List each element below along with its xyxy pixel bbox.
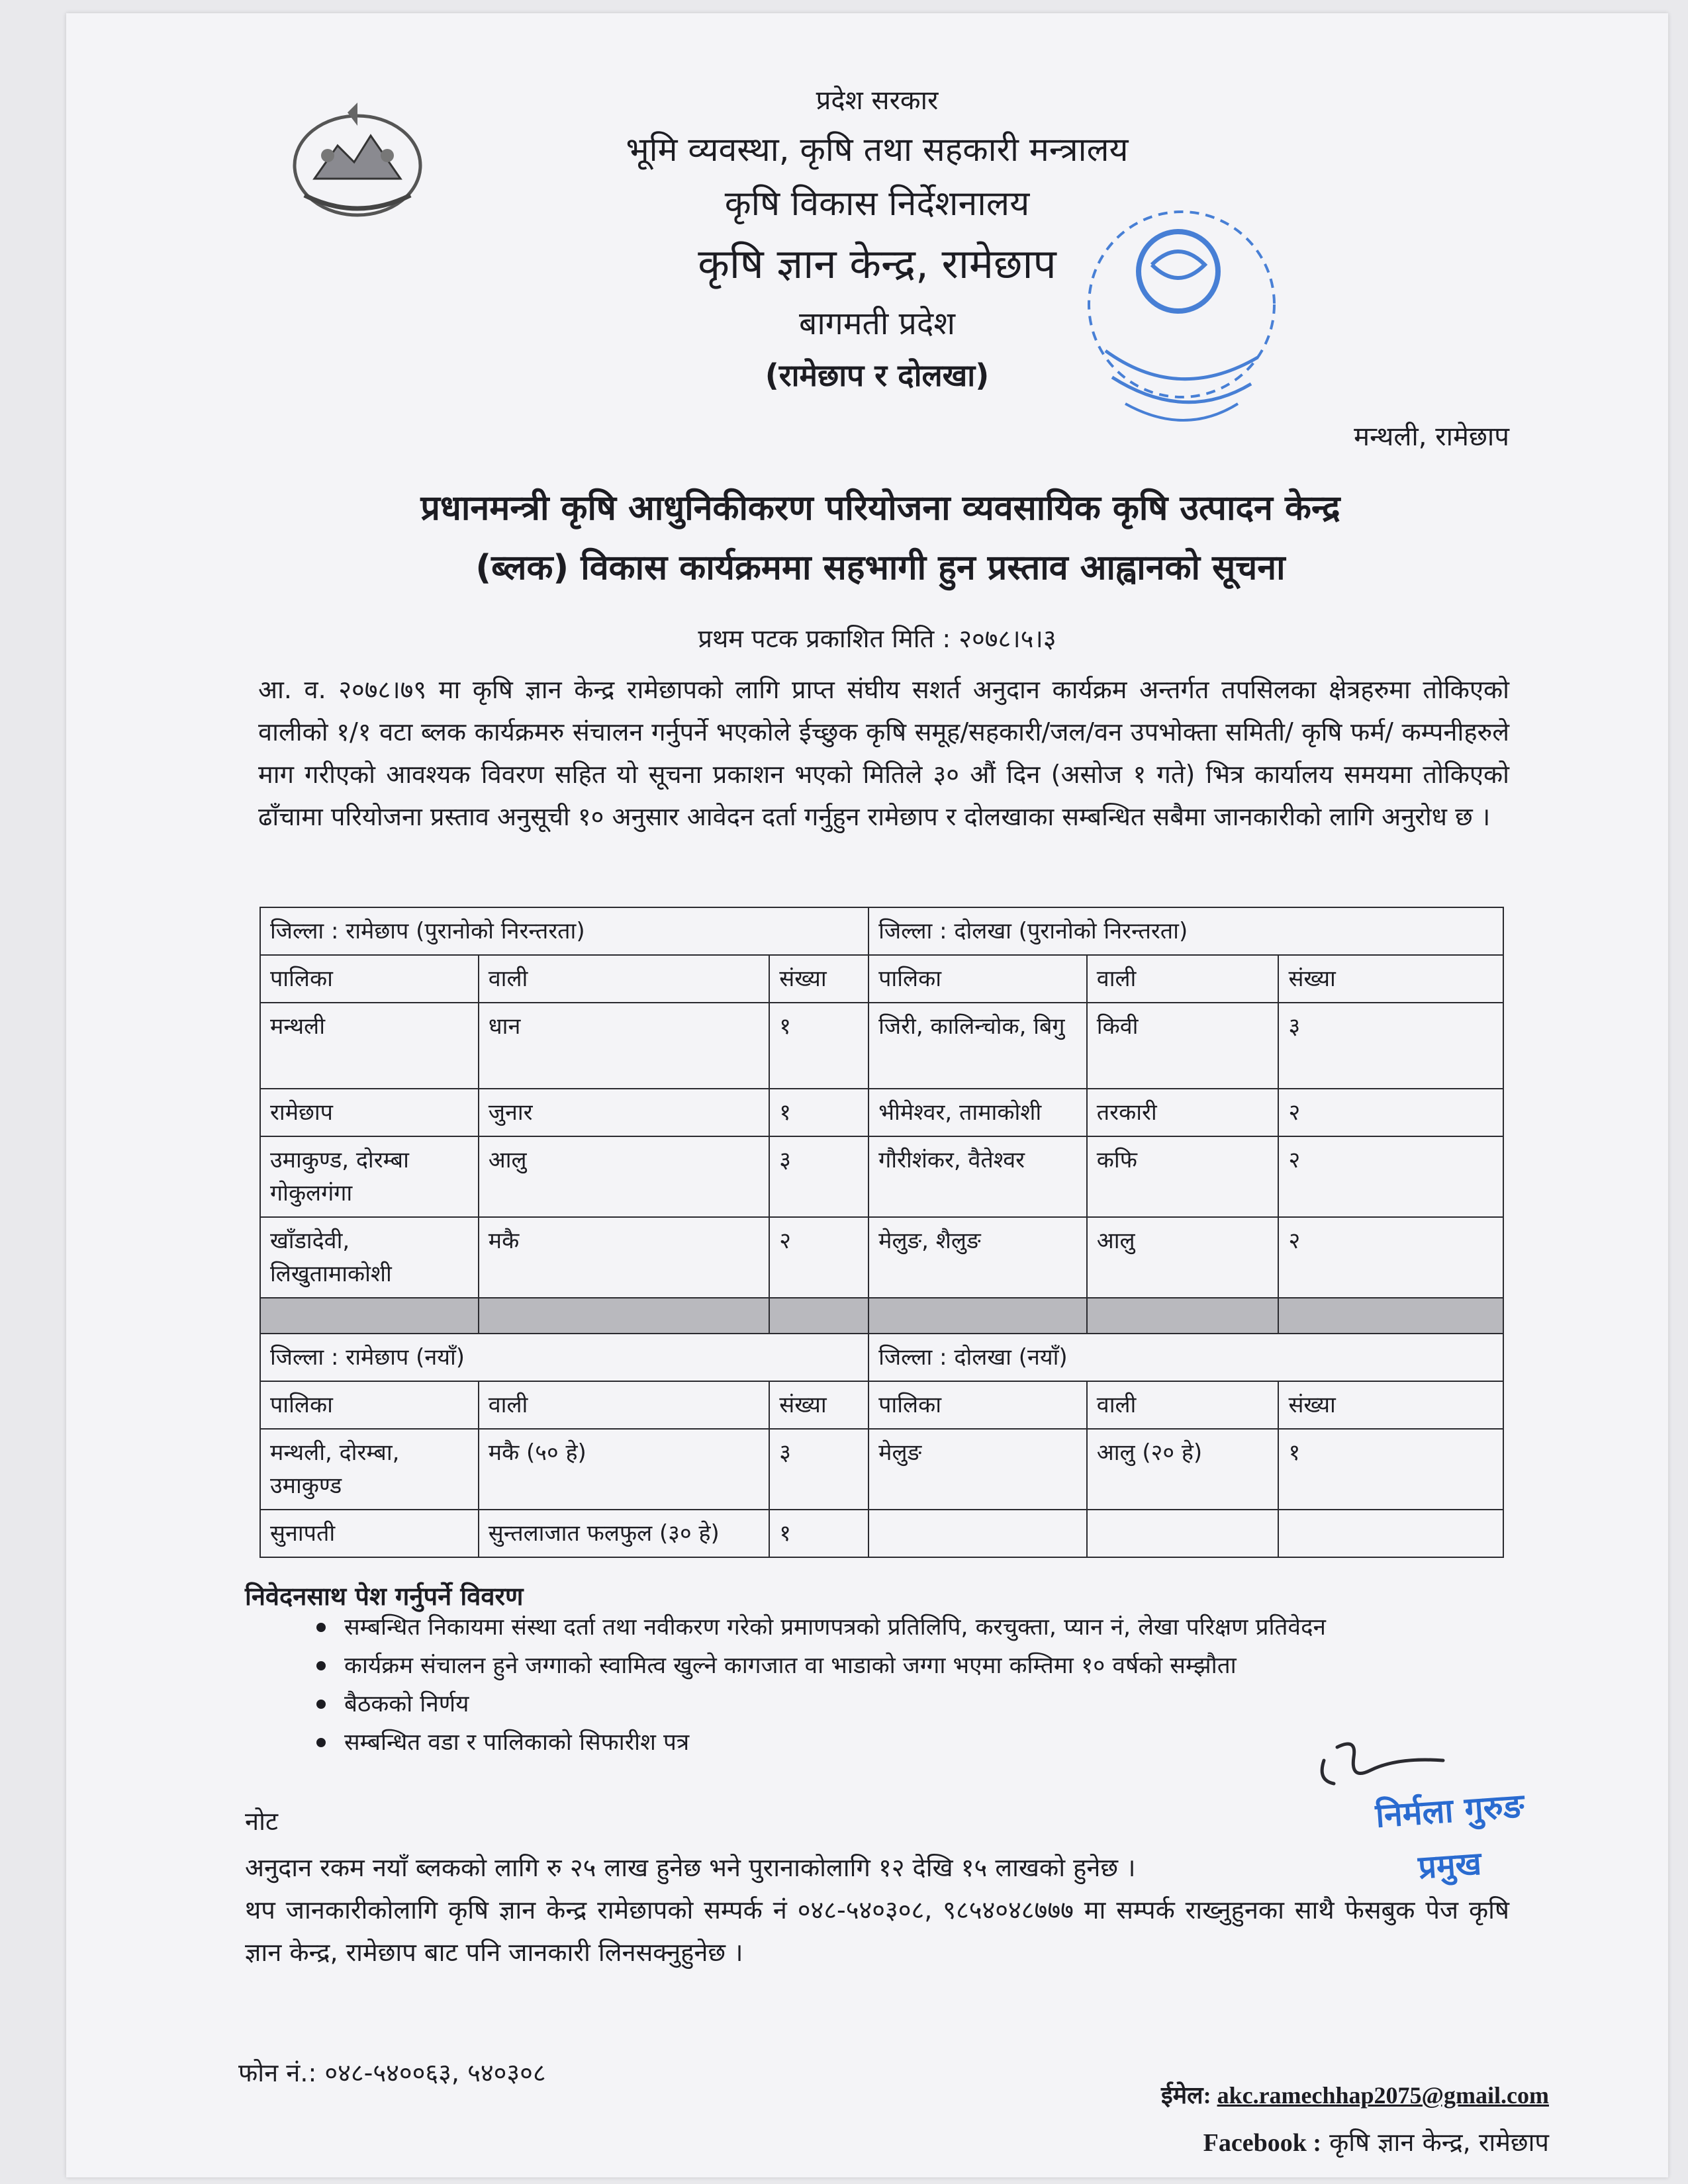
intro-paragraph: आ. व. २०७८।७९ मा कृषि ज्ञान केन्द्र रामेछापको लागि प्राप्त संघीय सशर्त अनुदान कार्यक्रम अन्तर्गत तपसिलका क्षेत्रहरुमा तोकिएको वालीको १/१ वटा ब्लक कार्यक्रमरु संचालन गर्नुपर्ने भएकोले ईच्छुक कृषि समूह/सहकारी/जल/वन उपभोक्ता समिती/ कृषि फर्म/ कम्पनीहरुले माग गरीएको आवश्यक विवरण सहित यो सूचना प्रकाशन भएको मितिले ३० औं दिन (असोज १ गते) भित्र कार्यालय समयमा तोकिएको ढाँचामा परियोजना प्रस्ताव अनुसूची १० अनुसार आवेदन दर्ता गर्नुहुन रामेछाप र दोलखाका सम्बन्धित सबैमा जानकारीको लागि अनुरोध छ । — [258, 675, 1509, 831]
cell-count: १ — [1278, 1429, 1503, 1510]
column-header-wali: वाली — [1087, 1381, 1279, 1429]
required-documents-title: निवेदनसाथ पेश गर्नुपर्ने विवरण — [245, 1582, 524, 1611]
signatory-title: प्रमुख — [1417, 1844, 1483, 1887]
list-item: कार्यक्रम संचालन हुने जग्गाको स्वामित्व खुल्ने कागजात वा भाडाको जग्गा भएमा कम्तिमा १० वर्षको सम्झौता — [278, 1647, 1523, 1685]
cell-wali: जुनार — [479, 1089, 769, 1136]
column-header-count: संख्या — [1278, 1381, 1503, 1429]
facebook-page-name: कृषि ज्ञान केन्द्र, रामेछाप — [1329, 2128, 1549, 2157]
table-column-header-row — [260, 955, 1503, 1003]
table-row — [260, 1089, 1503, 1136]
column-header-palika: पालिका — [260, 955, 479, 1003]
cell-count: ३ — [769, 1429, 868, 1510]
separator-cell — [260, 1298, 479, 1334]
phone-numbers: फोन नं.: ०४८-५४००६३, ५४०३०८ — [238, 2058, 546, 2087]
cell-palika: मेलुङ, शैलुङ — [868, 1217, 1087, 1298]
cell-wali: कफि — [1087, 1136, 1279, 1217]
ministry-name: भूमि व्यवस्था, कृषि तथा सहकारी मन्त्रालय — [626, 130, 1129, 169]
table-row — [260, 1429, 1503, 1510]
table-row — [260, 1510, 1503, 1557]
cell-count: ३ — [1278, 1003, 1503, 1089]
published-date: प्रथम पटक प्रकाशित मिति : २०७८।५।३ — [698, 624, 1056, 653]
facebook-label: Facebook : — [1203, 2129, 1322, 2157]
cell-count — [1278, 1510, 1503, 1557]
separator-cell — [1087, 1298, 1279, 1334]
table-column-header-row — [260, 1381, 1503, 1429]
cell-wali: तरकारी — [1087, 1089, 1279, 1136]
cell-wali: मकै (५० हे) — [479, 1429, 769, 1510]
directorate-name: कृषि विकास निर्देशनालय — [724, 184, 1030, 224]
table-heading-row — [260, 1334, 1503, 1381]
cell-wali: किवी — [1087, 1003, 1279, 1089]
cell-palika — [868, 1510, 1087, 1557]
note-line-contact: थप जानकारीकोलागि कृषि ज्ञान केन्द्र रामेछापको सम्पर्क नं ०४८-५४०३०८, ९८५४०४८७७७ मा सम्पर्क राख्नुहुनका साथै फेसबुक पेज कृषि ज्ञान केन्द्र, रामेछाप बाट पनि जानकारी लिनसक्नुहुनेछ । — [245, 1895, 1509, 1967]
cell-wali: सुन्तलाजात फलफुल (३० हे) — [479, 1510, 769, 1557]
note-title: नोट — [245, 1807, 279, 1836]
cell-wali: मकै — [479, 1217, 769, 1298]
separator-cell — [769, 1298, 868, 1334]
ramechhap-new-heading: जिल्ला : रामेछाप (नयाँ) — [260, 1334, 868, 1381]
table-separator-row — [260, 1298, 1503, 1334]
block-program-table — [259, 907, 1504, 1558]
notice-title-line-1: प्रधानमन्त्री कृषि आधुनिकीकरण परियोजना व्यवसायिक कृषि उत्पादन केन्द्र — [420, 488, 1340, 528]
cell-palika: उमाकुण्ड, दोरम्बा गोकुलगंगा — [260, 1136, 479, 1217]
cell-count: २ — [1278, 1136, 1503, 1217]
email-line — [1086, 2078, 1549, 2111]
cell-palika: भीमेश्वर, तामाकोशी — [868, 1089, 1087, 1136]
email-label: ईमेल: — [1160, 2082, 1211, 2109]
province-name: बागमती प्रदेश — [798, 305, 956, 342]
separator-cell — [1278, 1298, 1503, 1334]
cell-count: २ — [1278, 1217, 1503, 1298]
cell-count: १ — [769, 1510, 868, 1557]
cell-palika: मेलुङ — [868, 1429, 1087, 1510]
column-header-palika: पालिका — [260, 1381, 479, 1429]
signatory-name: निर्मला गुरुङ — [1374, 1786, 1526, 1835]
table-row — [260, 1003, 1503, 1089]
cell-wali — [1087, 1510, 1279, 1557]
table-heading-row — [260, 907, 1503, 955]
district-scope: (रामेछाप र दोलखा) — [765, 357, 990, 393]
cell-palika: गौरीशंकर, वैतेश्वर — [868, 1136, 1087, 1217]
cell-wali: आलु (२० हे) — [1087, 1429, 1279, 1510]
list-item: सम्बन्धित निकायमा संस्था दर्ता तथा नवीकरण गरेको प्रमाणपत्रको प्रतिलिपि, करचुक्ता, प्यान नं, लेखा परिक्षण प्रतिवेदन — [278, 1608, 1523, 1647]
dolakha-new-heading: जिल्ला : दोलखा (नयाँ) — [868, 1334, 1503, 1381]
list-item: बैठकको निर्णय — [278, 1685, 1523, 1723]
ramechhap-old-heading: जिल्ला : रामेछाप (पुरानोको निरन्तरता) — [260, 907, 868, 955]
column-header-count: संख्या — [769, 1381, 868, 1429]
cell-palika: सुनापती — [260, 1510, 479, 1557]
column-header-count: संख्या — [769, 955, 868, 1003]
office-name: कृषि ज्ञान केन्द्र, रामेछाप — [698, 240, 1056, 288]
cell-count: २ — [1278, 1089, 1503, 1136]
cell-count: १ — [769, 1089, 868, 1136]
cell-count: १ — [769, 1003, 868, 1089]
cell-count: ३ — [769, 1136, 868, 1217]
facebook-line — [1019, 2124, 1549, 2159]
notice-title-line-2: (ब्लक) विकास कार्यक्रममा सहभागी हुन प्रस्ताव आह्वानको सूचना — [475, 548, 1286, 588]
cell-wali: आलु — [1087, 1217, 1279, 1298]
separator-cell — [479, 1298, 769, 1334]
list-item: सम्बन्धित वडा र पालिकाको सिफारीश पत्र — [278, 1723, 1523, 1762]
cell-palika: मन्थली — [260, 1003, 479, 1089]
note-line-grant: अनुदान रकम नयाँ ब्लकको लागि रु २५ लाख हुनेछ भने पुरानाकोलागि १२ देखि १५ लाखको हुनेछ । — [245, 1853, 1136, 1882]
column-header-palika: पालिका — [868, 955, 1087, 1003]
cell-palika: खाँडादेवी, लिखुतामाकोशी — [260, 1217, 479, 1298]
office-location: मन्थली, रामेछाप — [1354, 422, 1509, 452]
cell-palika: रामेछाप — [260, 1089, 479, 1136]
table-row — [260, 1136, 1503, 1217]
cell-wali: धान — [479, 1003, 769, 1089]
column-header-wali: वाली — [479, 1381, 769, 1429]
separator-cell — [868, 1298, 1087, 1334]
government-label: प्रदेश सरकार — [816, 85, 939, 116]
table-row — [260, 1217, 1503, 1298]
cell-palika: जिरी, कालिन्चोक, बिगु — [868, 1003, 1087, 1089]
column-header-count: संख्या — [1278, 955, 1503, 1003]
dolakha-old-heading: जिल्ला : दोलखा (पुरानोको निरन्तरता) — [868, 907, 1503, 955]
column-header-palika: पालिका — [868, 1381, 1087, 1429]
cell-palika: मन्थली, दोरम्बा, उमाकुण्ड — [260, 1429, 479, 1510]
column-header-wali: वाली — [1087, 955, 1279, 1003]
cell-wali: आलु — [479, 1136, 769, 1217]
cell-count: २ — [769, 1217, 868, 1298]
email-address-link[interactable]: akc.ramechhap2075@gmail.com — [1217, 2082, 1549, 2109]
nepal-government-emblem-icon — [285, 99, 430, 225]
column-header-wali: वाली — [479, 955, 769, 1003]
note-body — [245, 1846, 1509, 1974]
